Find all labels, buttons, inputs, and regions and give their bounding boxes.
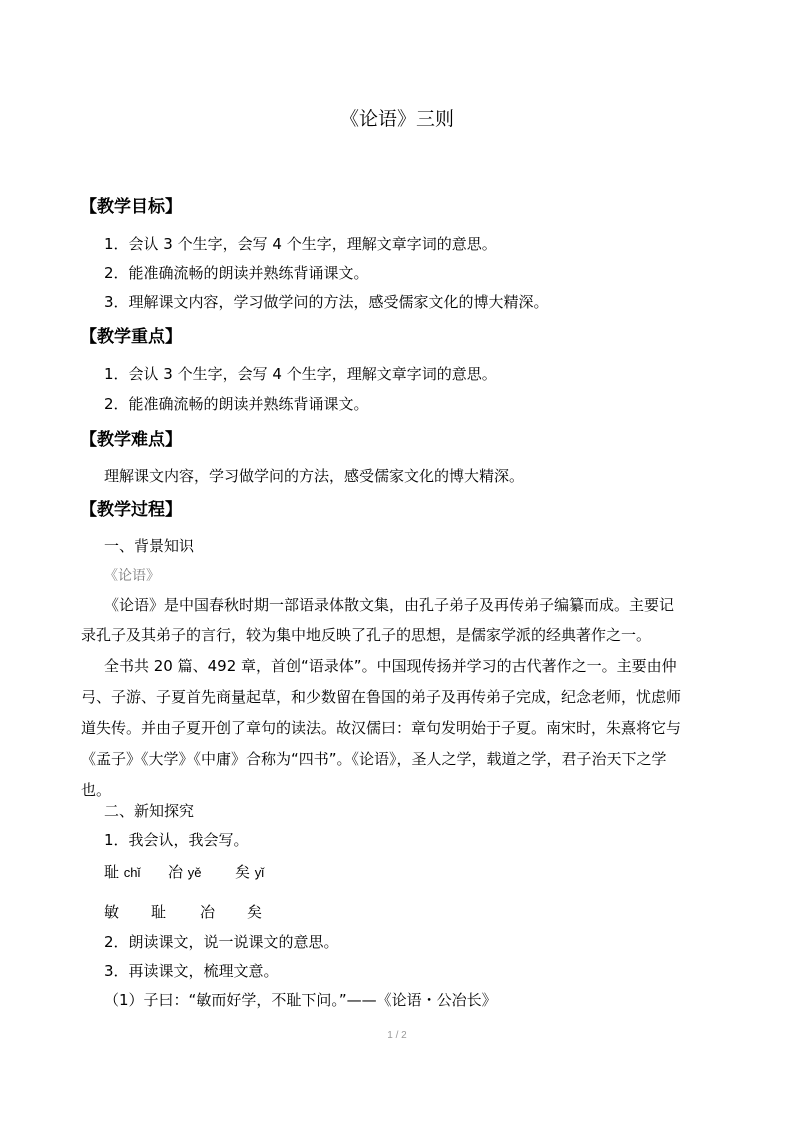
char: 耻 xyxy=(104,863,120,881)
goal-item-1: 1．会认 3 个生字，会写 4 个生字，理解文章字词的意思。 xyxy=(104,235,497,253)
char-write-2: 耻 xyxy=(151,903,167,921)
page-indicator: 1 / 2 xyxy=(387,1030,407,1041)
heading-difficulties: 【教学难点】 xyxy=(80,430,182,450)
pinyin: yě xyxy=(187,865,202,880)
para2-line5: 也。 xyxy=(81,781,112,799)
char-read-2 xyxy=(168,861,202,882)
char: 矣 xyxy=(235,863,251,881)
page-title: 《论语》三则 xyxy=(339,108,454,130)
part-background: 一、背景知识 xyxy=(104,537,195,555)
heading-process: 【教学过程】 xyxy=(80,500,182,520)
char-read-3 xyxy=(235,861,264,882)
char-read-1 xyxy=(104,861,140,882)
char-write-3: 冶 xyxy=(200,903,216,921)
heading-goals: 【教学目标】 xyxy=(80,197,182,217)
heading-keypoints: 【教学重点】 xyxy=(80,327,182,347)
para1-line1: 《论语》是中国春秋时期一部语录体散文集，由孔子弟子及再传弟子编纂而成。主要记 xyxy=(104,596,675,614)
quote-1: （1）子曰：“敏而好学，不耻下问。”——《论语・公冶长》 xyxy=(104,991,497,1009)
pinyin: yǐ xyxy=(254,865,265,880)
char-write-4: 矣 xyxy=(247,903,263,921)
goal-item-2: 2．能准确流畅的朗读并熟练背诵课文。 xyxy=(104,264,369,282)
part-new-knowledge: 二、新知探究 xyxy=(104,802,195,820)
step-3: 3．再读课文，梳理文意。 xyxy=(104,962,279,980)
goal-item-3: 3．理解课文内容，学习做学问的方法，感受儒家文化的博大精深。 xyxy=(104,293,549,311)
char: 冶 xyxy=(168,863,184,881)
step-1: 1．我会认，我会写。 xyxy=(104,831,249,849)
pinyin: chǐ xyxy=(123,865,141,880)
char-write-1: 敏 xyxy=(104,903,120,921)
keypoint-item-2: 2．能准确流畅的朗读并熟练背诵课文。 xyxy=(104,395,369,413)
keypoint-item-1: 1．会认 3 个生字，会写 4 个生字，理解文章字词的意思。 xyxy=(104,365,497,383)
para2-line2: 弓、子游、子夏首先商量起草，和少数留在鲁国的弟子及再传弟子完成，纪念老师，忧虑师 xyxy=(81,688,682,706)
para2-line1: 全书共 20 篇、492 章，首创“语录体”。中国现传扬并学习的古代著作之一。主要由仲 xyxy=(104,657,677,675)
difficulty-text: 理解课文内容，学习做学问的方法，感受儒家文化的博大精深。 xyxy=(104,467,525,485)
para2-line3: 道失传。并由子夏开创了章句的读法。故汉儒曰：章句发明始于子夏。南宋时，朱熹将它与 xyxy=(81,719,682,737)
step-2: 2．朗读课文，说一说课文的意思。 xyxy=(104,933,339,951)
para1-line2: 录孔子及其弟子的言行，较为集中地反映了孔子的思想，是儒家学派的经典著作之一。 xyxy=(81,626,652,644)
para2-line4: 《孟子》《大学》《中庸》合称为“四书”。《论语》，圣人之学，载道之学，君子治天下之学 xyxy=(81,750,667,768)
book-label: 《论语》 xyxy=(104,568,160,584)
